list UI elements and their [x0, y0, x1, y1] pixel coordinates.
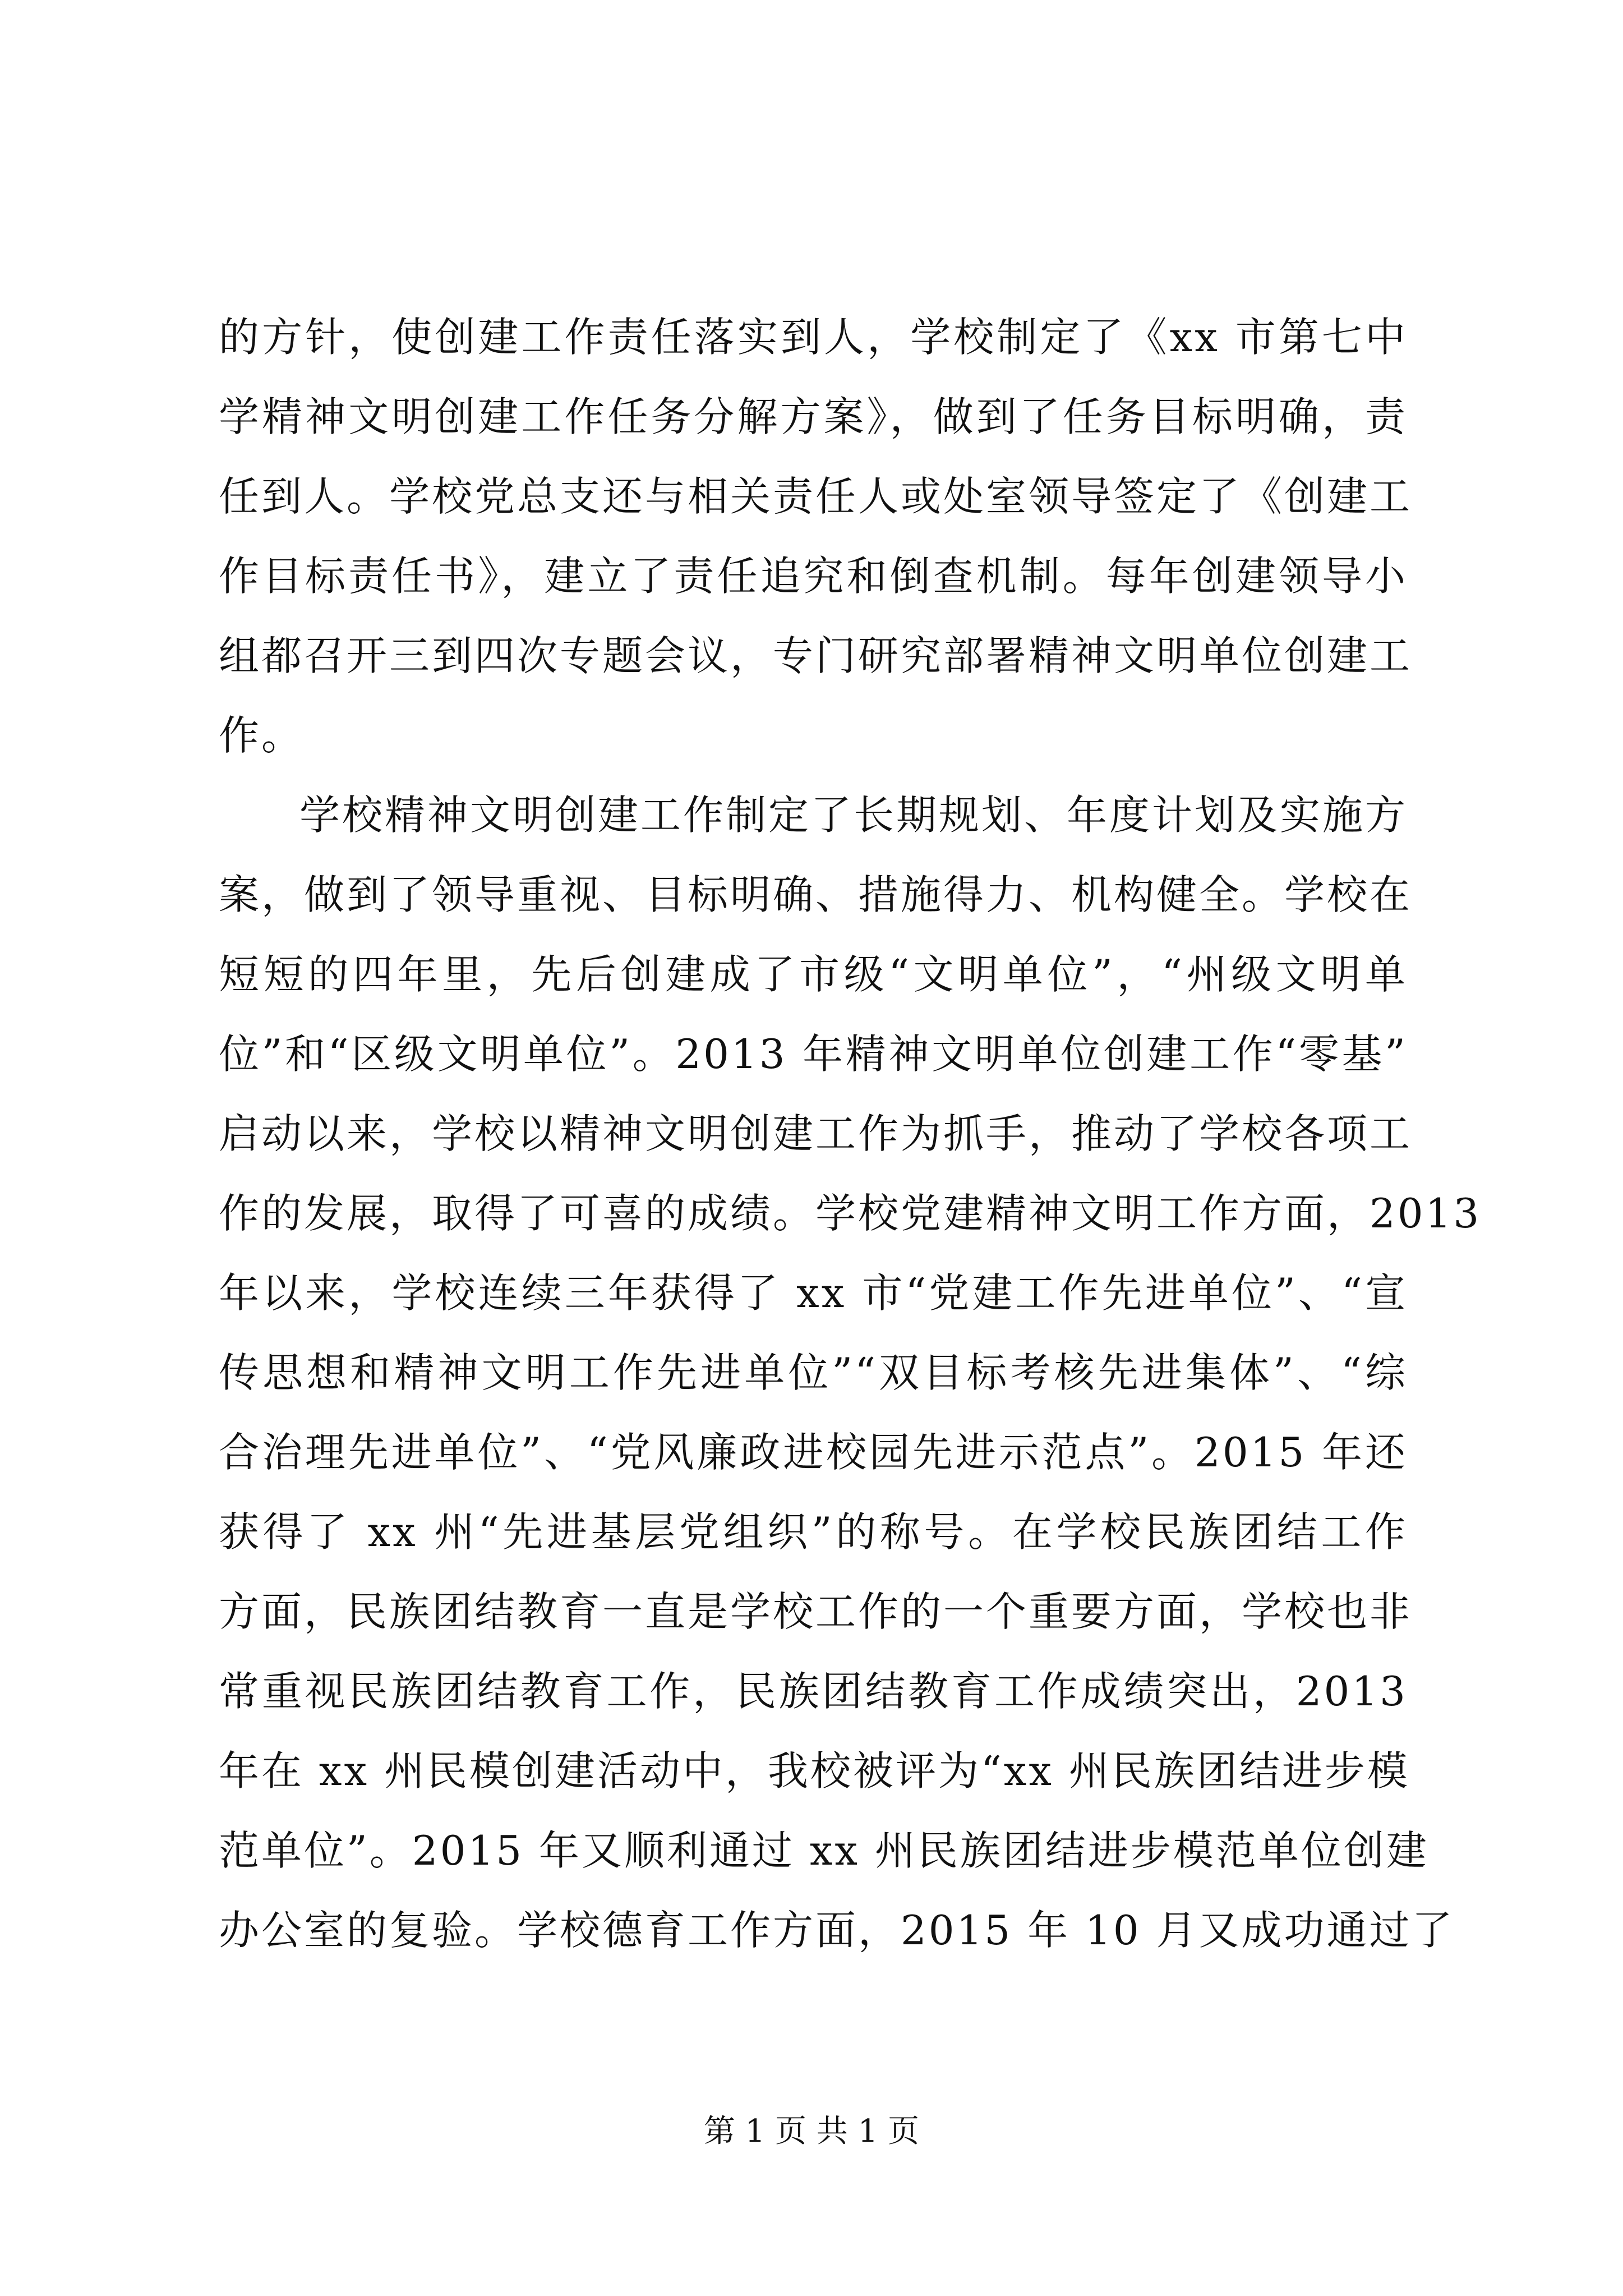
- page-number-footer: 第 1 页 共 1 页: [703, 2113, 920, 2150]
- text-line: 的方针，使创建工作责任落实到人，学校制定了《xx 市第七中: [219, 314, 1408, 361]
- text-line: 短短的四年里，先后创建成了市级“文明单位”，“州级文明单: [219, 951, 1408, 998]
- text-line: 年在 xx 州民模创建活动中，我校被评为“xx 州民族团结进步模: [219, 1747, 1410, 1795]
- text-line: 传思想和精神文明工作先进单位”“双目标考核先进集体”、“综: [219, 1349, 1408, 1396]
- text-line: 作。: [219, 712, 305, 759]
- text-line: 组都召开三到四次专题会议，专门研究部署精神文明单位创建工: [219, 632, 1413, 679]
- text-line: 范单位”。2015 年又顺利通过 xx 州民族团结进步模范单位创建: [219, 1827, 1429, 1874]
- text-line: 常重视民族团结教育工作，民族团结教育工作成绩突出，2013: [219, 1668, 1408, 1715]
- text-line: 作目标责任书》，建立了责任追究和倒查机制。每年创建领导小: [219, 553, 1408, 600]
- text-line: 启动以来，学校以精神文明创建工作为抓手，推动了学校各项工: [219, 1110, 1413, 1157]
- text-line: 任到人。学校党总支还与相关责任人或处室领导签定了《创建工: [219, 473, 1413, 520]
- document-body: [219, 297, 1482, 1970]
- paragraph-first-line: 学校精神文明创建工作制定了长期规划、年度计划及实施方: [299, 792, 1408, 839]
- text-line: 获得了 xx 州“先进基层党组织”的称号。在学校民族团结工作: [219, 1508, 1408, 1556]
- text-line: 案，做到了领导重视、目标明确、措施得力、机构健全。学校在: [219, 871, 1413, 918]
- text-line: 年以来，学校连续三年获得了 xx 市“党建工作先进单位”、“宣: [219, 1269, 1408, 1317]
- text-line: 作的发展，取得了可喜的成绩。学校党建精神文明工作方面，2013: [219, 1190, 1482, 1237]
- text-line: 学精神文明创建工作任务分解方案》，做到了任务目标明确，责: [219, 393, 1408, 440]
- text-line: 方面，民族团结教育一直是学校工作的一个重要方面，学校也非: [219, 1588, 1413, 1635]
- text-line: 位”和“区级文明单位”。2013 年精神文明单位创建工作“零基”: [219, 1030, 1408, 1078]
- text-line: 办公室的复验。学校德育工作方面，2015 年 10 月又成功通过了: [219, 1907, 1455, 1954]
- text-line: 合治理先进单位”、“党风廉政进校园先进示范点”。2015 年还: [219, 1429, 1408, 1476]
